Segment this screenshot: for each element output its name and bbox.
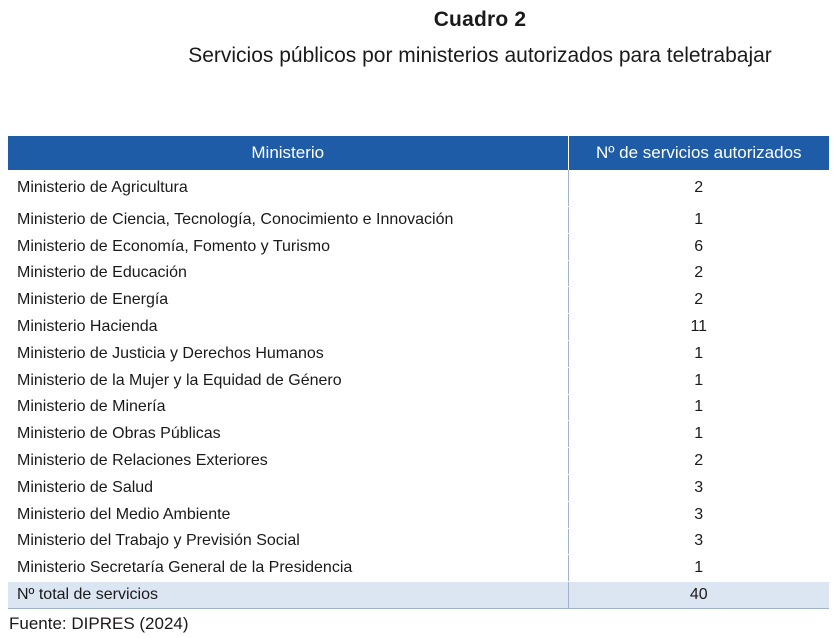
table-row: [8, 314, 829, 341]
ministerio-cell: Ministerio de Ciencia, Tecnología, Conocimiento e Innovación: [8, 207, 568, 234]
total-label: Nº total de servicios: [8, 582, 568, 609]
servicios-cell: 2: [568, 287, 829, 314]
table-row: [8, 340, 829, 367]
source-note: Fuente: DIPRES (2024): [9, 614, 189, 633]
table-row: [8, 448, 829, 475]
table-row: [8, 287, 829, 314]
servicios-cell: 1: [568, 207, 829, 234]
servicios-cell: 1: [568, 340, 829, 367]
ministerio-cell: Ministerio de Energía: [8, 287, 568, 314]
ministerio-cell: Ministerio del Medio Ambiente: [8, 501, 568, 528]
column-header-servicios: Nº de servicios autorizados: [568, 136, 829, 170]
ministerio-cell: Ministerio de Economía, Fomento y Turismo: [8, 233, 568, 260]
servicios-cell: 3: [568, 528, 829, 555]
servicios-cell: 1: [568, 421, 829, 448]
table-row: [8, 207, 829, 234]
ministerio-cell: Ministerio de Obras Públicas: [8, 421, 568, 448]
ministerio-cell: Ministerio de Relaciones Exteriores: [8, 448, 568, 475]
servicios-cell: 11: [568, 314, 829, 341]
ministerio-cell: Ministerio Hacienda: [8, 314, 568, 341]
table-row: [8, 233, 829, 260]
header-row: [8, 136, 829, 170]
ministerio-cell: Ministerio de Educación: [8, 260, 568, 287]
servicios-cell: 3: [568, 501, 829, 528]
table-row: [8, 260, 829, 287]
total-value: 40: [568, 582, 829, 609]
table-row: [8, 501, 829, 528]
total-row: [8, 582, 829, 609]
table-body: [8, 170, 829, 608]
ministerio-cell: Ministerio de Minería: [8, 394, 568, 421]
table-title: Cuadro 2: [433, 8, 527, 31]
servicios-cell: 1: [568, 394, 829, 421]
ministerio-cell: Ministerio del Trabajo y Previsión Social: [8, 528, 568, 555]
ministerio-cell: Ministerio de Justicia y Derechos Humanos: [8, 340, 568, 367]
servicios-cell: 2: [568, 260, 829, 287]
table-row: [8, 421, 829, 448]
servicios-cell: 1: [568, 367, 829, 394]
ministerio-cell: Ministerio de la Mujer y la Equidad de Género: [8, 367, 568, 394]
servicios-cell: 1: [568, 555, 829, 582]
table-subtitle: Servicios públicos por ministerios autorizados para teletrabajar: [188, 44, 772, 67]
servicios-cell: 2: [568, 170, 829, 207]
table-row: [8, 170, 829, 207]
servicios-cell: 2: [568, 448, 829, 475]
ministerio-cell: Ministerio de Agricultura: [8, 170, 568, 207]
ministerio-cell: Ministerio Secretaría General de la Presidencia: [8, 555, 568, 582]
table-row: [8, 474, 829, 501]
table-row: [8, 367, 829, 394]
ministerio-cell: Ministerio de Salud: [8, 474, 568, 501]
table-row: [8, 394, 829, 421]
table-row: [8, 555, 829, 582]
services-table: [8, 136, 829, 609]
servicios-cell: 3: [568, 474, 829, 501]
column-header-ministerio: Ministerio: [8, 136, 568, 170]
servicios-cell: 6: [568, 233, 829, 260]
table-row: [8, 528, 829, 555]
